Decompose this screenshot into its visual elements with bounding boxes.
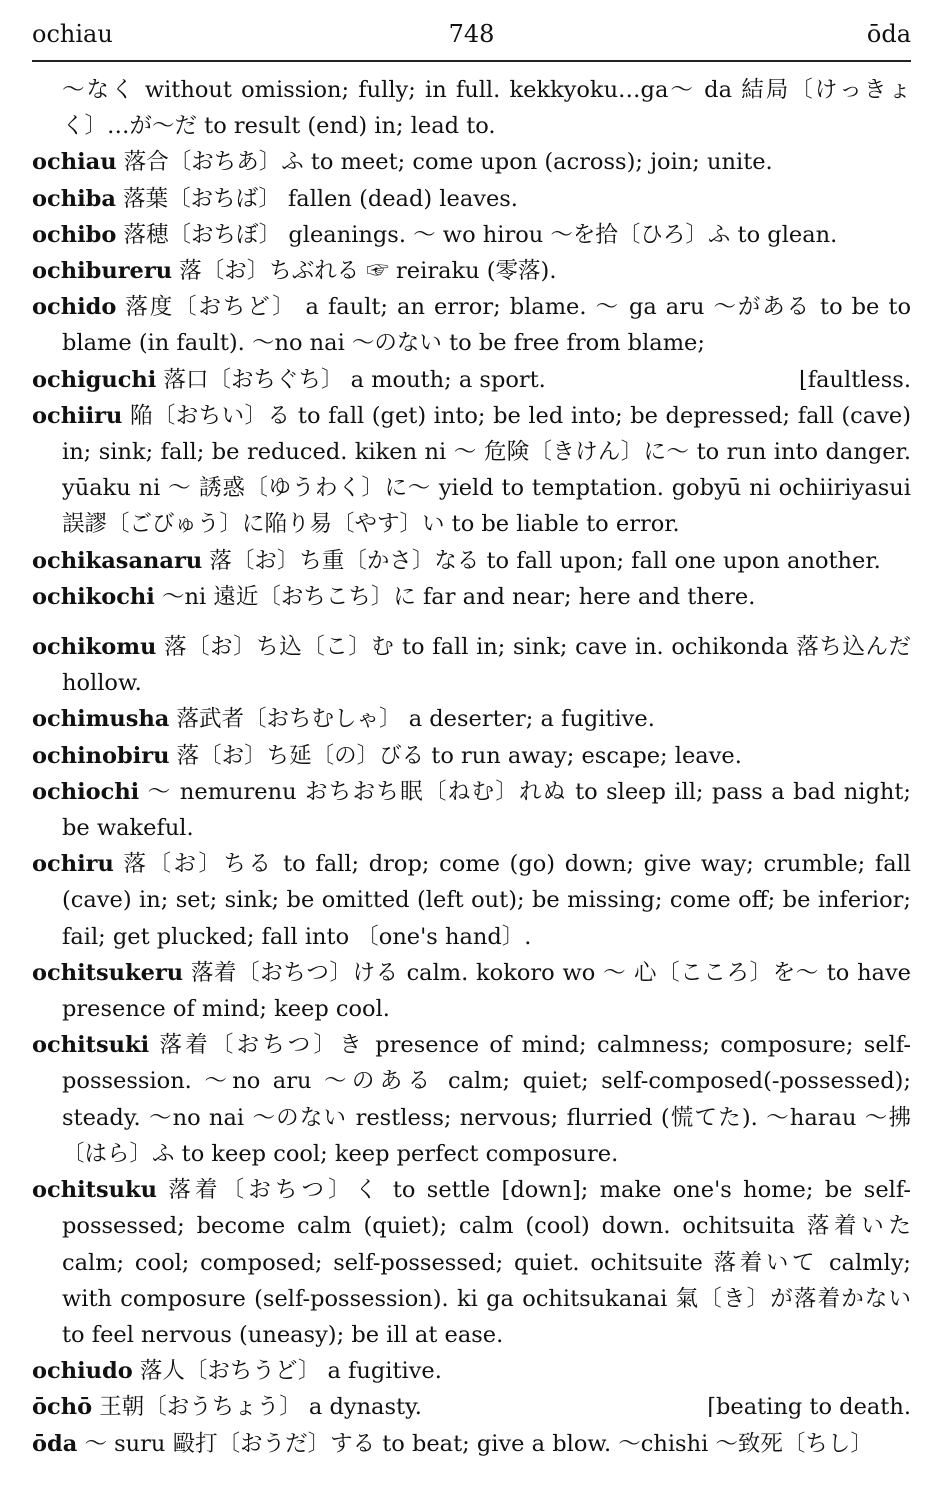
entry-text: 落着〔おちつ〕ける calm. kokoro wo ～ 心〔こころ〕を～ to have presence of mind; keep cool. — [62, 959, 911, 1023]
entry — [32, 1389, 911, 1425]
entry-list — [32, 72, 911, 1462]
entry-headword: ochikochi — [32, 583, 155, 610]
entry-text: 落穂〔おちぼ〕 gleanings. ～ wo hirou ～を拾〔ひろ〕ふ to glean. — [123, 221, 838, 248]
entry-text: 落度〔おちど〕 a fault; an error; blame. ～ ga aru ～がある to be to blame (in fault). ～no nai ～のない to be free from blame; — [62, 294, 911, 357]
entry-headword: ōda — [32, 1430, 78, 1457]
entry-headword: ochiiru — [32, 402, 123, 429]
entry — [32, 253, 911, 289]
entry-text: 落〔お〕ち重〔かさ〕なる to fall upon; fall one upon another. — [209, 547, 881, 574]
entry — [32, 289, 911, 361]
entry-text: 落〔お〕ちぶれる ☞ reiraku (零落). — [179, 258, 557, 285]
carryover-note: ⌈beating to death. — [707, 1394, 911, 1421]
entry-headword: ochiru — [32, 851, 114, 878]
entry-headword: ochibureru — [32, 258, 173, 285]
entry-text: 落口〔おちぐち〕 a mouth; a sport. — [163, 366, 546, 393]
entry-headword: ochimusha — [32, 706, 170, 733]
entry-text: 落〔お〕ち延〔の〕びる to run away; escape; leave. — [176, 742, 742, 769]
entry-text: ～ suru 毆打〔おうだ〕する to beat; give a blow. ～chishi ～致死〔ちし〕 — [84, 1430, 873, 1457]
entry — [32, 579, 911, 615]
running-head-last-entry: ōda — [866, 20, 911, 48]
entry-text: 陥〔おちい〕る to fall (get) into; be led into; be depressed; fall (cave) in; sink; fall; be reduced. kiken ni ～ 危険〔きけん〕に～ to run into danger. yūaku ni ～ 誘惑〔ゆうわく〕に～ yield to temptation. gobyū ni ochiiriyasui 誤謬〔ごびゅう〕に陥り易〔やす〕い to be liable to error. — [62, 402, 912, 538]
entry-text: 落合〔おちあ〕ふ to meet; come upon (across); join; unite. — [123, 149, 773, 176]
entry — [32, 181, 911, 217]
entry-headword: ochikasanaru — [32, 547, 203, 574]
entry-text: 落着〔おちつ〕き presence of mind; calmness; composure; self-possession. ～no aru ～のある calm; quiet; self-composed(-possessed); steady. ～no nai ～のない restless; nervous; flurried (慌てた). ～harau ～拂〔はら〕ふ to keep cool; keep perfect composure. — [62, 1032, 911, 1167]
entry-headword: ochido — [32, 294, 117, 321]
entry — [32, 362, 911, 398]
entry — [32, 701, 911, 737]
entry-continuation — [32, 72, 911, 144]
entry-text: ～ni 遠近〔おちこち〕に far and near; here and there. — [161, 583, 756, 610]
entry-text: 王朝〔おうちょう〕 a dynasty. — [99, 1394, 422, 1421]
entry-text: 落着〔おちつ〕く to settle [down]; make one's home; be self-possessed; become calm (quiet); calm (cool) down. ochitsuita 落着いた calm; cool; composed; self-possessed; quiet. ochitsuite 落着いて calmly; with composure (self-possession). ki ga ochitsukanai 氣〔き〕が落着かない to feel nervous (uneasy); be ill at ease. — [62, 1177, 911, 1348]
column-gap — [32, 615, 911, 629]
entry-headword: ochitsukeru — [32, 959, 184, 986]
entry — [32, 1027, 911, 1172]
entry-text: 落〔お〕ち込〔こ〕む to fall in; sink; cave in. ochikonda 落ち込んだ hollow. — [62, 634, 911, 697]
entry-headword: ochiochi — [32, 778, 140, 805]
entry — [32, 774, 911, 846]
entry — [32, 846, 911, 955]
entry — [32, 217, 911, 253]
entry — [32, 144, 911, 180]
entry-headword: ochiudo — [32, 1358, 133, 1385]
entry — [32, 1353, 911, 1389]
entry — [32, 629, 911, 701]
entry-headword: ōchō — [32, 1394, 93, 1421]
page-number: 748 — [448, 20, 495, 48]
entry-headword: ochibo — [32, 221, 117, 248]
entry — [32, 543, 911, 579]
header-rule — [32, 60, 911, 62]
entry-headword: ochinobiru — [32, 742, 170, 769]
running-head-first-entry: ochiau — [32, 20, 113, 48]
entry-headword: ochitsuki — [32, 1032, 150, 1059]
entry-headword: ochiguchi — [32, 366, 157, 393]
entry-text: 落〔お〕ちる to fall; drop; come (go) down; give way; crumble; fall (cave) in; set; sink; be omitted (left out); be missing; come off; be inferior; fail; get plucked; fall into 〔one's hand〕. — [62, 851, 911, 950]
entry — [32, 1426, 911, 1462]
entry — [32, 738, 911, 774]
carryover-note: ⌊faultless. — [798, 366, 911, 393]
running-head — [32, 14, 911, 54]
entry-headword: ochiau — [32, 149, 117, 176]
entry-text: ～なく without omission; fully; in full. kekkyoku…ga～ da 結局〔けっきょく〕…が～だ to result (end) in; lead to. — [62, 77, 911, 140]
entry-headword: ochiba — [32, 185, 116, 212]
entry-text: 落武者〔おちむしゃ〕 a deserter; a fugitive. — [176, 706, 655, 733]
entry-headword: ochitsuku — [32, 1177, 157, 1204]
entry-text: ～ nemurenu おちおち眠〔ねむ〕れぬ to sleep ill; pass a bad night; be wakeful. — [62, 778, 911, 842]
entry — [32, 1172, 911, 1353]
entry-text: 落葉〔おちば〕 fallen (dead) leaves. — [123, 185, 518, 212]
entry — [32, 398, 911, 543]
entry-text: 落人〔おちうど〕 a fugitive. — [139, 1358, 442, 1385]
entry-headword: ochikomu — [32, 634, 157, 661]
entry — [32, 955, 911, 1027]
